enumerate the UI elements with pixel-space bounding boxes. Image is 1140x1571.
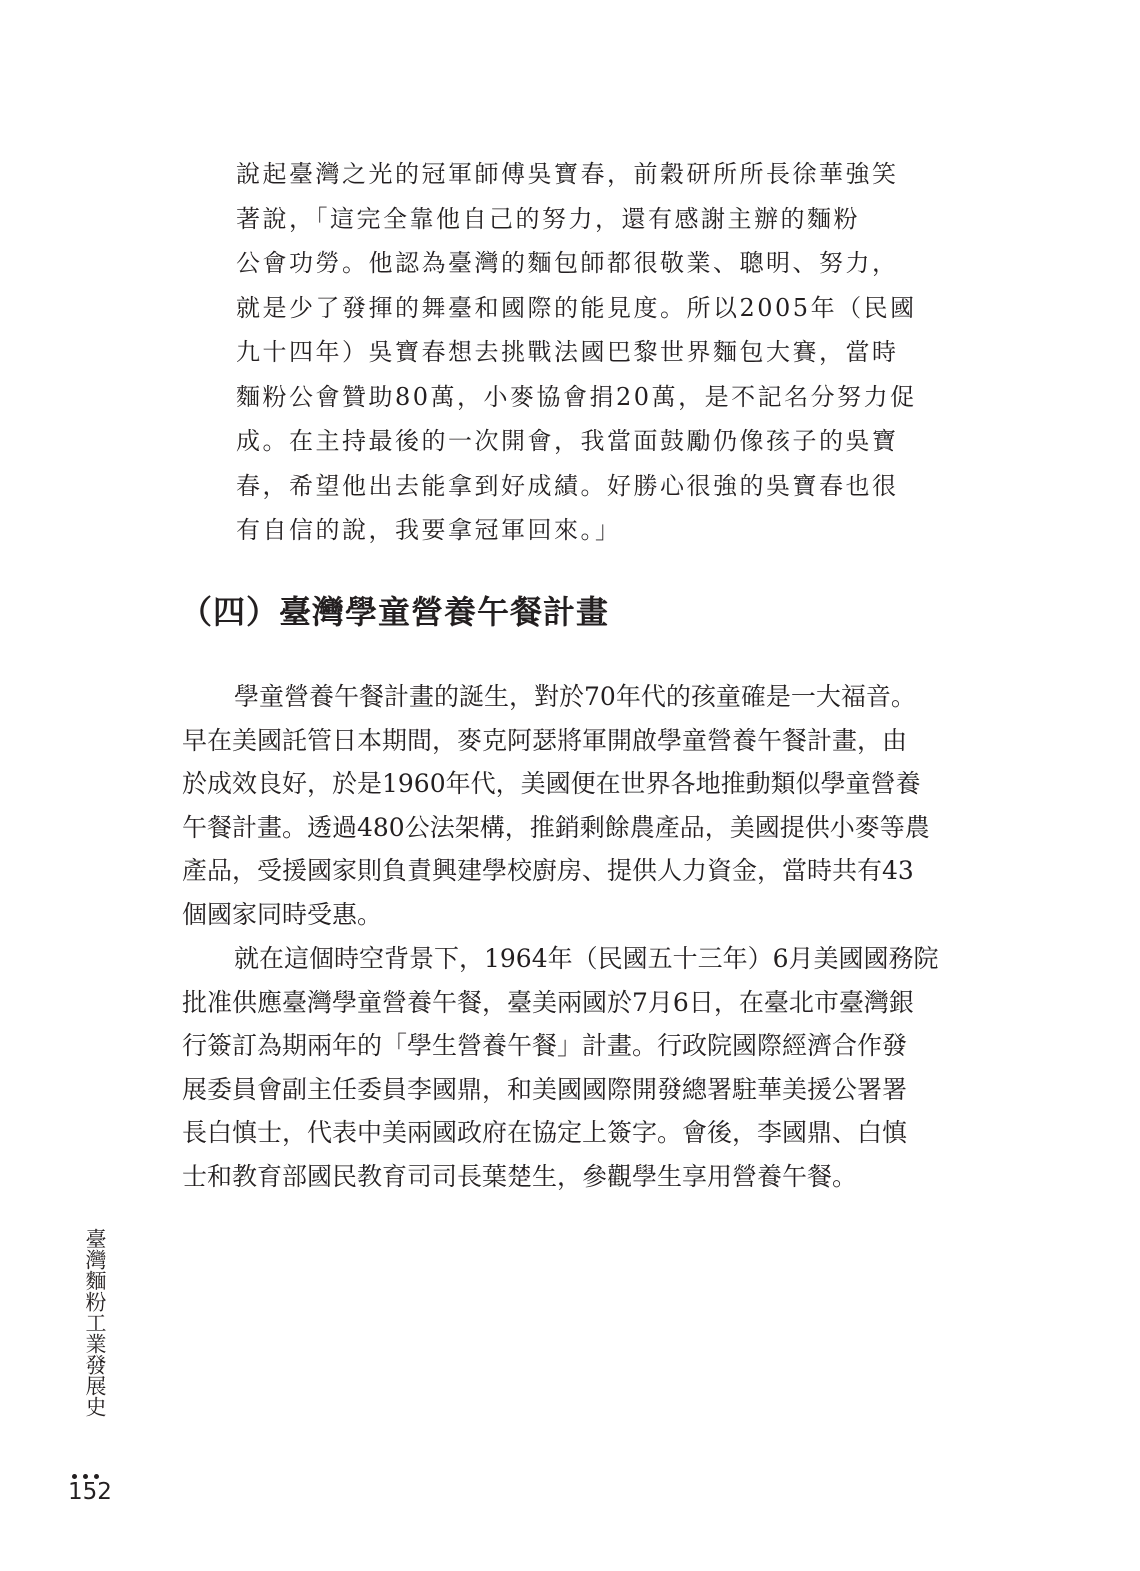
quote-block xyxy=(236,152,917,553)
paragraph-line: 午餐計畫。透過480公法架構，推銷剩餘農產品，美國提供小麥等農 xyxy=(182,812,930,842)
section-heading: （四）臺灣學童營養午餐計畫 xyxy=(180,593,610,631)
paragraph-line: 早在美國託管日本期間，麥克阿瑟將軍開啟學童營養午餐計畫，由 xyxy=(182,725,908,755)
paragraph-line: 就在這個時空背景下，1964年（民國五十三年）6月美國國務院 xyxy=(234,944,939,973)
paragraph-line: 批准供應臺灣學童營養午餐，臺美兩國於7月6日，在臺北市臺灣銀 xyxy=(182,987,914,1017)
paragraph-line: 展委員會副主任委員李國鼎，和美國國際開發總署駐華美援公署署 xyxy=(182,1074,908,1104)
paragraph-line: 個國家同時受惠。 xyxy=(182,899,383,929)
quote-line: 九十四年）吳寶春想去挑戰法國巴黎世界麵包大賽，當時 xyxy=(236,338,899,366)
paragraph-line: 士和教育部國民教育司司長葉楚生，參觀學生享用營養午餐。 xyxy=(182,1161,858,1191)
quote-line: 就是少了發揮的舞臺和國際的能見度。所以2005年（民國 xyxy=(236,293,917,322)
paragraph-line: 行簽訂為期兩年的「學生營養午餐」計畫。行政院國際經濟合作發 xyxy=(182,1031,908,1060)
paragraph-line: 長白慎士，代表中美兩國政府在協定上簽字。會後，李國鼎、白慎 xyxy=(182,1118,908,1147)
paragraph-line: 產品，受援國家則負責興建學校廚房、提供人力資金，當時共有43 xyxy=(182,856,914,885)
page-number-ornament xyxy=(72,1466,106,1474)
quote-line: 春，希望他出去能拿到好成績。好勝心很強的吳寶春也很 xyxy=(236,471,899,500)
running-book-title: 臺灣麵粉工業發展史 xyxy=(83,1228,107,1417)
paragraph-2 xyxy=(182,937,939,1198)
paragraph-line: 於成效良好，於是1960年代，美國便在世界各地推動類似學童營養 xyxy=(182,769,921,798)
page-number: 152 xyxy=(68,1479,112,1505)
quote-line: 公會功勞。他認為臺灣的麵包師都很敬業、聰明、努力， xyxy=(236,249,899,277)
quote-line: 說起臺灣之光的冠軍師傅吳寶春，前穀研所所長徐華強笑 xyxy=(236,160,899,188)
paragraph-line: 學童營養午餐計畫的誕生，對於70年代的孩童確是一大福音。 xyxy=(234,682,916,711)
quote-line: 麵粉公會贊助80萬，小麥協會捐20萬，是不記名分努力促 xyxy=(236,382,917,411)
quote-line: 成。在主持最後的一次開會，我當面鼓勵仍像孩子的吳寶 xyxy=(236,427,899,455)
paragraph-1 xyxy=(182,675,930,936)
quote-line: 著說，「這完全靠他自己的努力，還有感謝主辦的麵粉 xyxy=(236,204,860,233)
quote-line: 有自信的說，我要拿冠軍回來。」 xyxy=(236,516,622,544)
